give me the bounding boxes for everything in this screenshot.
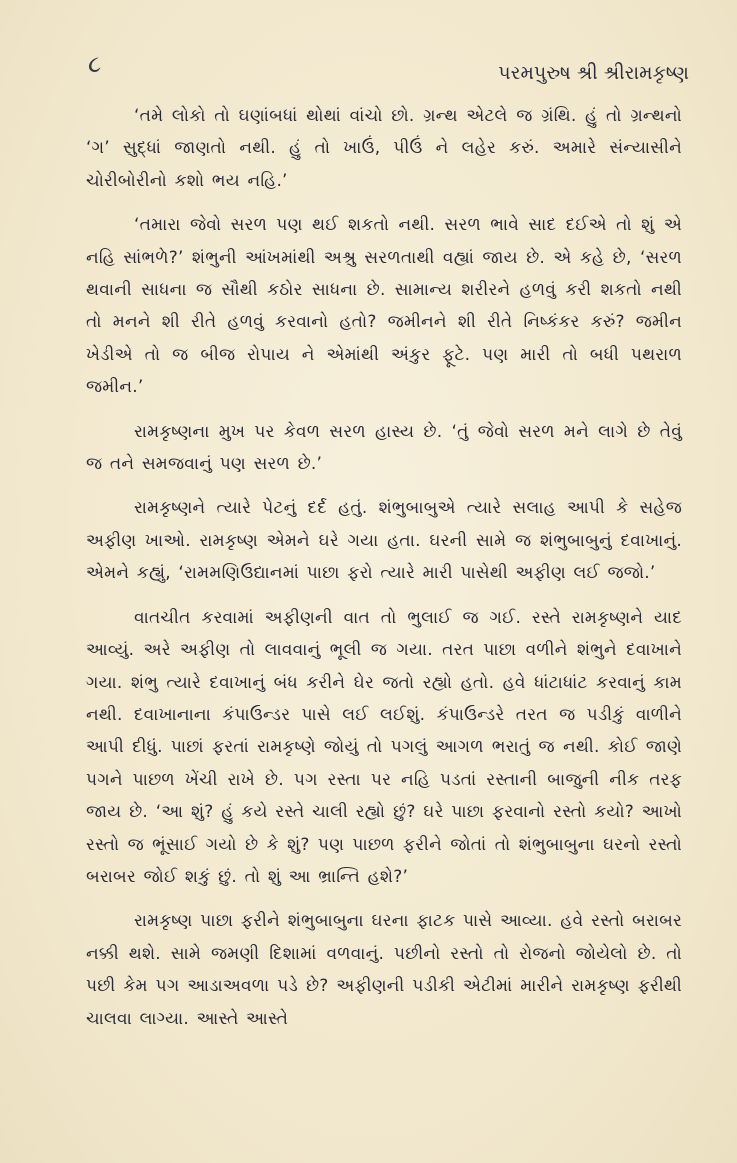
paragraph: ‘તમે લોકો તો ઘણાંબધાં થોથાં વાંચો છો. ગ્રન્થ એટલે જ ગ્રંથિ. હું તો ગ્રન્થનો ‘ગ’ સુદ્ધાં જાણતો નથી. હું તો ખાઉં, પીઉં ને લહેર કરું. અમારે સંન્યાસીને ચોરીબોરીનો કશો ભય નહિ.’ [86,106,682,191]
page-header [84,50,689,90]
paragraph: રામકૃષ્ણને ત્યારે પેટનું દર્દ હતું. શંભુબાબુએ ત્યારે સલાહ આપી કે સહેજ અફીણ ખાઓ. રામકૃષ્ણ એમને ઘરે ગયા હતા. ઘરની સામે જ શંભુબાબુનું દવાખાનું. એમને કહ્યું, ‘રામમણિઉદ્યાનમાં પાછા ફરો ત્યારે મારી પાસેથી અફીણ લઈ જજો.’ [86,498,682,584]
page-number: ૮ [88,50,102,78]
paragraph: ‘તમારા જેવો સરળ પણ થઈ શકતો નથી. સરળ ભાવે સાદ દઈએ તો શું એ નહિ સાંભળે?’ શંભુની આંખમાંથી અશ્રુ સરળતાથી વહ્યાં જાય છે. એ કહે છે, ‘સરળ થવાની સાધના જ સૌથી કઠોર સાધના છે. સામાન્ય શરીરને હળવું કરી શકતો નથી તો મનને શી રીતે હળવું કરવાનો હતો? જમીનને શી રીતે નિષ્કંકર કરું? જમીન ખેડીએ તો જ બીજ રોપાય ને એમાંથી અંકુર ફૂટે. પણ મારી તો બધી પથરાળ જમીન.’ [86,215,682,398]
paragraph: રામકૃષ્ણ પાછા ફરીને શંભુબાબુના ઘરના ફાટક પાસે આવ્યા. હવે રસ્તો બરાબર નક્કી થશે. સામે જમણી દિશામાં વળવાનું. પછીનો રસ્તો તો રોજનો જોયેલો છે. તો પછી કેમ પગ આડાઅવળા પડે છે? અફીણની પડીકી એટીમાં મારીને રામકૃષ્ણ ફરીથી ચાલવા લાગ્યા. આસ્તે આસ્તે [86,911,682,1029]
running-title: પરમપુરુષ શ્રી શ્રીરામકૃષ્ણ [498,62,689,84]
body-text [86,100,682,1047]
paragraph: વાતચીત કરવામાં અફીણની વાત તો ભુલાઈ જ ગઈ. રસ્તે રામકૃષ્ણને યાદ આવ્યું. અરે અફીણ તો લાવવાનું ભૂલી જ ગયા. તરત પાછા વળીને શંભુને દવાખાને ગયા. શંભુ ત્યારે દવાખાનું બંધ કરીને ઘેર જતો રહ્યો હતો. હવે ધાંટાધાંટ કરવાનું કામ નથી. દવાખાનાના કંપાઉન્ડર પાસે લઈ લઈશું. કંપાઉન્ડરે તરત જ પડીકું વાળીને આપી દીધું. પાછાં ફરતાં રામકૃષ્ણે જોયું તો પગલું આગળ ભરાતું જ નથી. કોઈ જાણે પગને પાછળ ખેંચી રાખે છે. પગ રસ્તા પર નહિ પડતાં રસ્તાની બાજુની નીક તરફ જાય છે. ‘આ શું? હું કયે રસ્તે ચાલી રહ્યો છું? ઘરે પાછા ફરવાનો રસ્તો કયો? આખો રસ્તો જ ભૂંસાઈ ગયો છે કે શું? પણ પાછળ ફરીને જોતાં તો શંભુબાબુના ઘરનો રસ્તો બરાબર જોઈ શકું છું. તો શું આ ભ્રાન્તિ હશે?’ [86,607,682,887]
paragraph: રામકૃષ્ણના મુખ પર કેવળ સરળ હાસ્ય છે. ‘તું જેવો સરળ મને લાગે છે તેવું જ તને સમજવાનું પણ સરળ છે.’ [86,421,682,475]
